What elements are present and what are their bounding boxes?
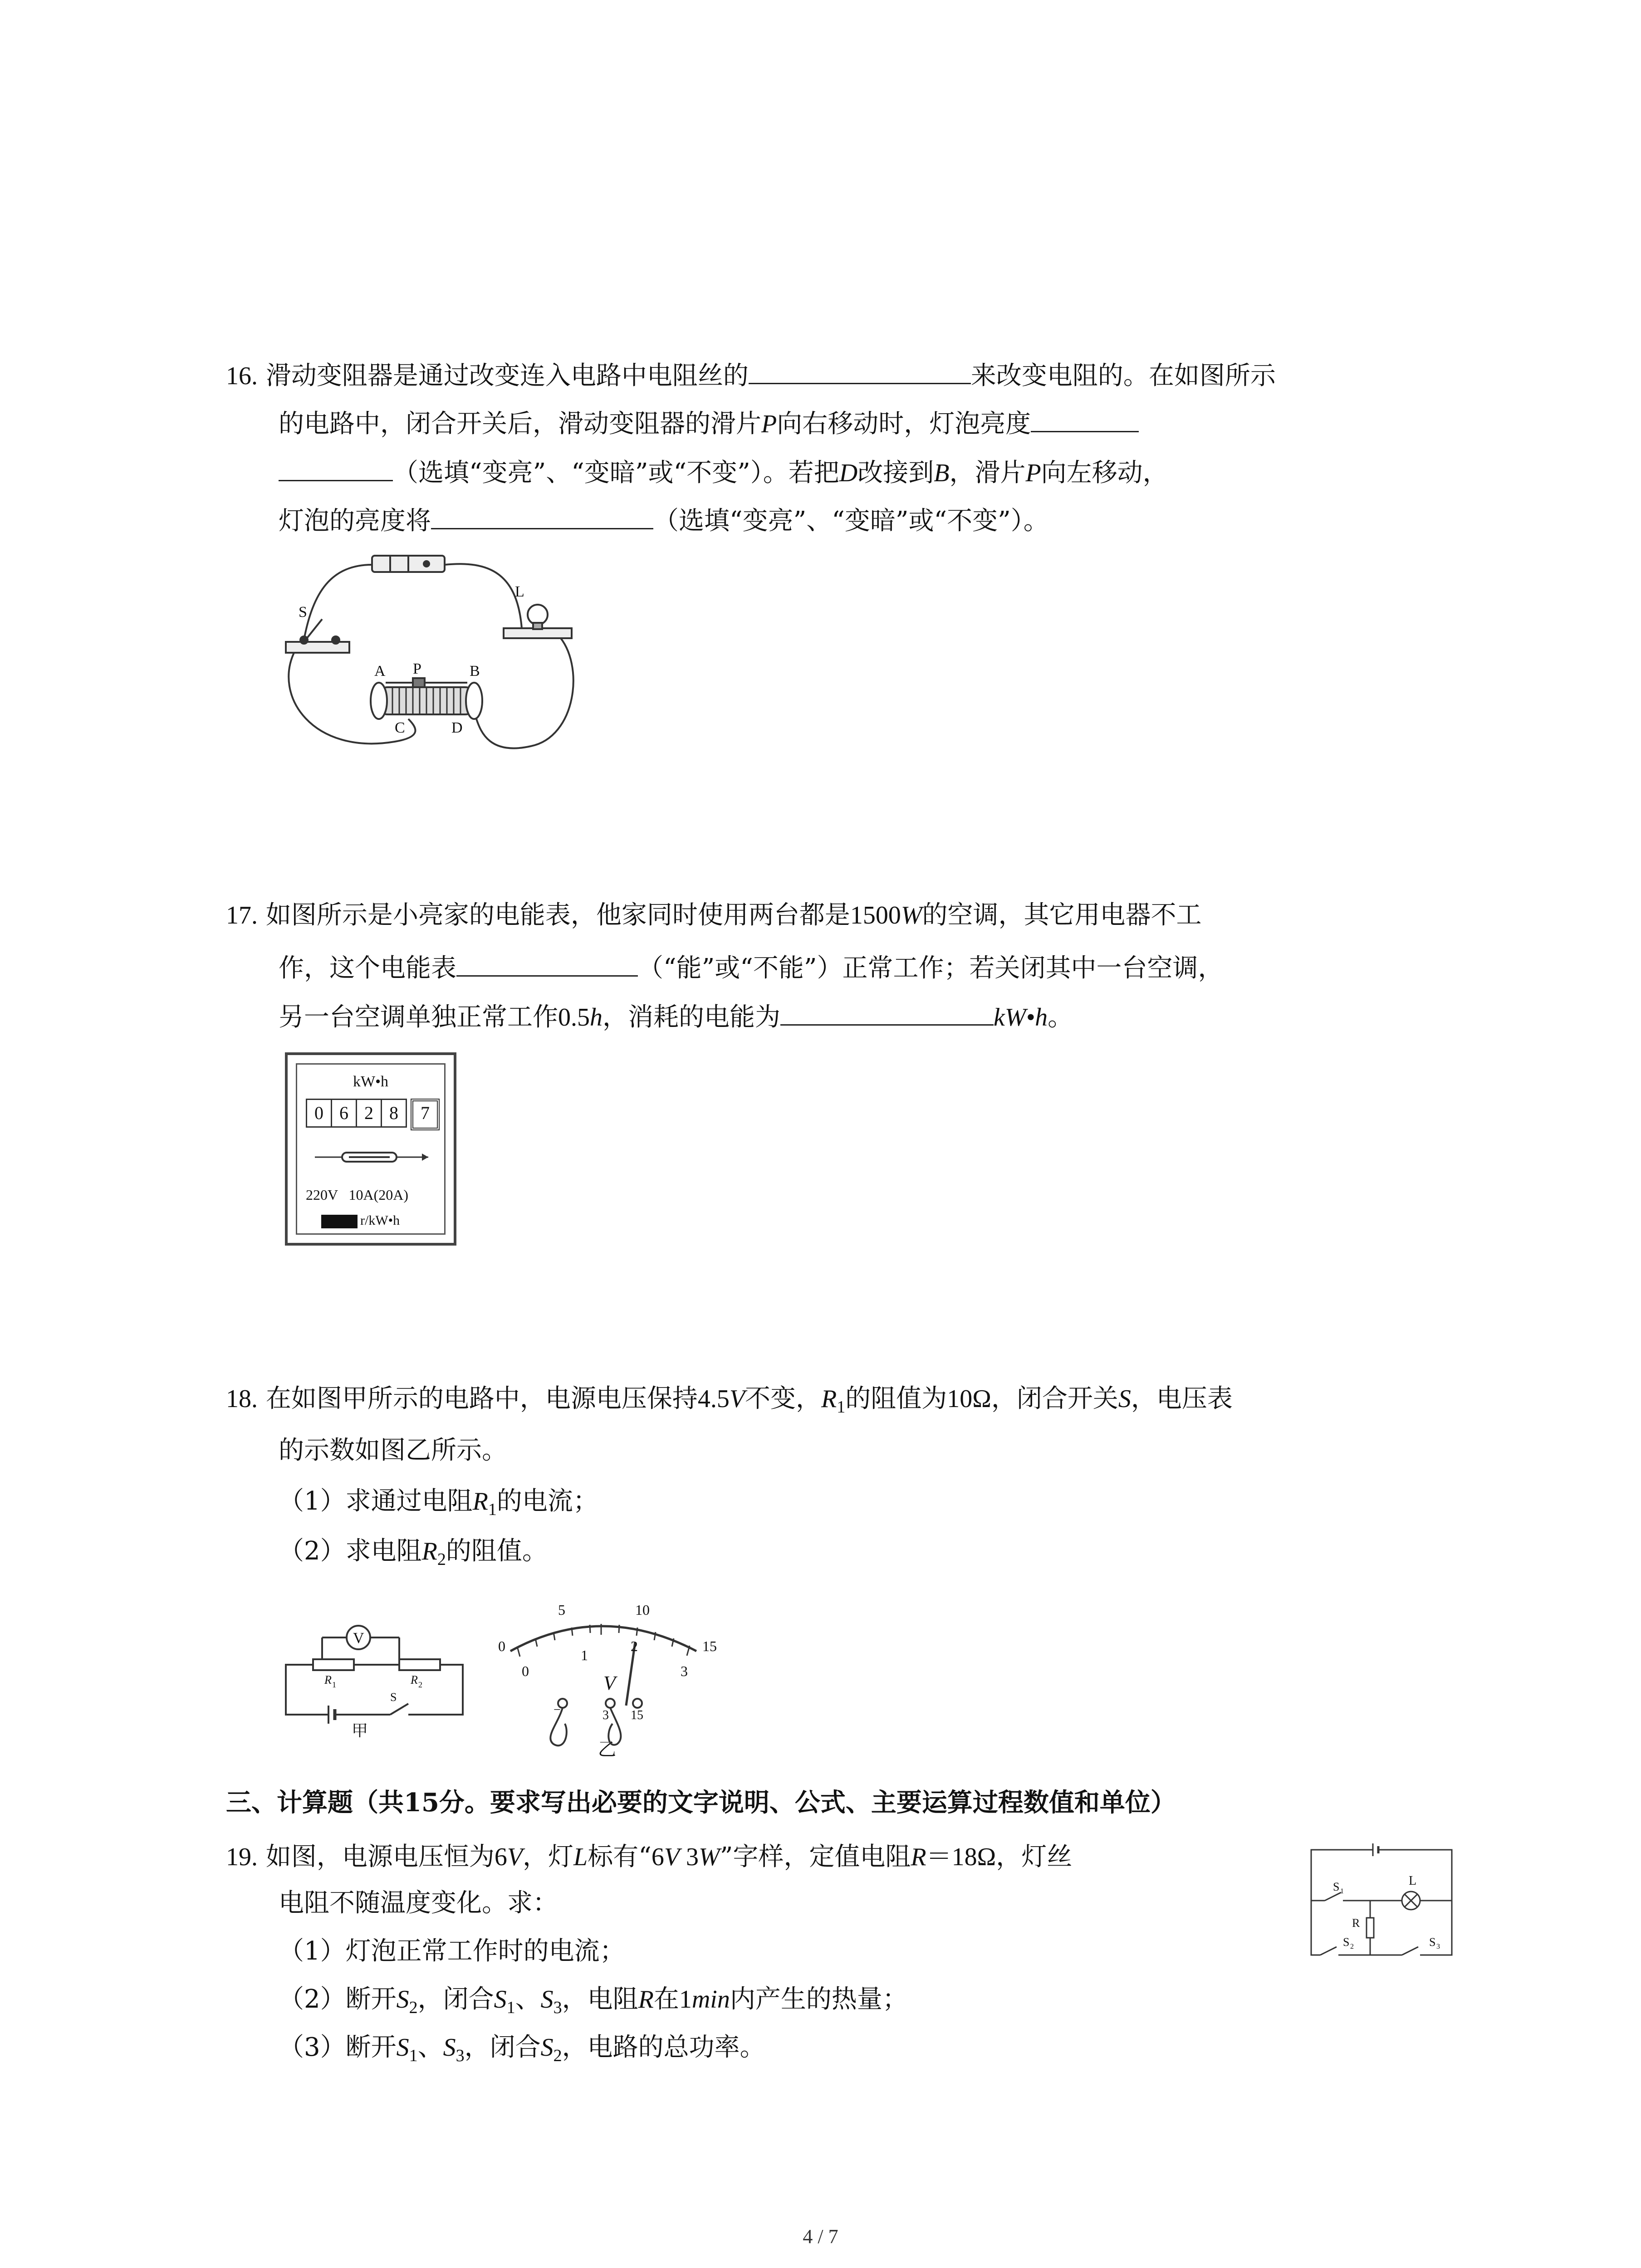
s3-label: S xyxy=(1429,1936,1436,1949)
answer-blank[interactable] xyxy=(456,952,638,977)
meter-digit: 0 xyxy=(306,1099,332,1128)
q18-line2: 的示数如图乙所示。 xyxy=(279,1436,507,1465)
label-d: D xyxy=(451,719,463,736)
label-l: L xyxy=(515,583,524,600)
q19-sub1: （1）灯泡正常工作时的电流； xyxy=(279,1936,625,1966)
section-3-heading: 三、计算题（共15分。要求写出必要的文字说明、公式、主要运算过程数值和单位） xyxy=(226,1788,1176,1818)
q18-sub2: （2）求电阻$R_2$的阻值。 xyxy=(279,1536,548,1569)
switch-label: S xyxy=(390,1691,397,1704)
dial-ticks xyxy=(517,1624,690,1657)
q19-sub2: （2）断开$S_2$，闭合$S_1$、$S_3$，电阻R在1min内产生的热量； xyxy=(279,1984,908,2017)
meter-rating: 220V 10A(20A) xyxy=(306,1187,409,1203)
s1-label: S xyxy=(1333,1880,1340,1893)
meter-rev-blackout xyxy=(321,1215,358,1228)
caption-jia: 甲 xyxy=(352,1722,368,1737)
meter-digit-decimal: 7 xyxy=(411,1099,440,1130)
question-number: 16. xyxy=(226,362,258,390)
bottom-scale-0: 0 xyxy=(522,1663,529,1679)
page-number: 4 / 7 xyxy=(803,2225,838,2248)
meter-unit: kW•h xyxy=(353,1073,388,1090)
r1-label: R xyxy=(324,1673,332,1686)
voltmeter-label: V xyxy=(353,1630,364,1647)
label-c: C xyxy=(395,719,405,736)
answer-blank[interactable] xyxy=(279,456,393,481)
q16-line2: 的电路中，闭合开关后，滑动变阻器的滑片P向右移动时，灯泡亮度 xyxy=(279,407,1139,438)
q19-sub3: （3）断开$S_1$、$S_3$，闭合$S_2$，电路的总功率。 xyxy=(279,2033,765,2065)
l-label: L xyxy=(1409,1874,1417,1888)
q18-line1: 18. 在如图甲所示的电路中，电源电压保持4.5V不变，$R_1$的阻值为10Ω，闭合开关S，电压表 xyxy=(226,1384,1233,1417)
meter-disc-icon xyxy=(315,1148,428,1166)
q16-line1: 16. 滑动变阻器是通过改变连入电路中电阻丝的 来改变电阻的。在如图所示 xyxy=(226,359,1276,390)
top-scale-15: 15 xyxy=(702,1638,717,1654)
bottom-scale-2: 2 xyxy=(631,1638,638,1654)
r1-sub: 1 xyxy=(332,1680,336,1689)
answer-blank[interactable] xyxy=(1031,407,1139,432)
q18-sub1: （1）求通过电阻$R_1$的电流； xyxy=(279,1486,598,1519)
q19-line2: 电阻不随温度变化。求： xyxy=(279,1888,558,1918)
q17-line1: 17. 如图所示是小亮家的电能表，他家同时使用两台都是1500W的空调，其它用电器不工 xyxy=(226,900,1202,930)
q17-line3: 另一台空调单独正常工作0.5h，消耗的电能为 kW•h。 xyxy=(279,1001,1073,1031)
answer-blank[interactable] xyxy=(749,359,971,384)
circuit-figure-jia xyxy=(277,1619,467,1737)
caption-yi: 乙 xyxy=(598,1739,616,1760)
s2-sub: 2 xyxy=(1350,1943,1354,1950)
q16-line4: 灯泡的亮度将 （选填“变亮”、“变暗”或“不变”）。 xyxy=(279,504,1049,535)
s2-label: S xyxy=(1343,1936,1350,1949)
q19-line1: 19. 如图，电源电压恒为6V，灯L标有“6V 3W”字样，定值电阻R＝18Ω，灯丝 xyxy=(226,1842,1073,1872)
r2-sub: 2 xyxy=(418,1680,422,1689)
top-scale-5: 5 xyxy=(558,1602,565,1618)
bottom-scale-3: 3 xyxy=(681,1663,688,1679)
label-s: S xyxy=(299,604,307,621)
meter-rev-unit: r/kW•h xyxy=(360,1213,400,1228)
voltmeter-dial-figure-yi xyxy=(490,1588,726,1760)
circuit-figure-q19 xyxy=(1298,1842,1461,1964)
meter-digit: 8 xyxy=(382,1099,407,1128)
s1-sub: 1 xyxy=(1340,1887,1344,1895)
q16-line3: （选填“变亮”、“变暗”或“不变”）。若把D改接到B，滑片P向左移动， xyxy=(279,456,1168,487)
r-label: R xyxy=(1352,1916,1360,1930)
meter-digit: 6 xyxy=(332,1099,357,1128)
question-number: 17. xyxy=(226,901,258,929)
question-number: 19. xyxy=(226,1843,258,1871)
meter-digits xyxy=(306,1099,440,1130)
s3-sub: 3 xyxy=(1436,1943,1440,1950)
top-scale-10: 10 xyxy=(635,1602,650,1618)
q17-line2: 作，这个电能表 （“能”或“不能”）正常工作；若关闭其中一台空调， xyxy=(279,952,1224,982)
answer-blank[interactable] xyxy=(780,1001,994,1026)
label-p: P xyxy=(413,660,421,677)
label-b: B xyxy=(470,663,480,679)
rheostat-circuit-figure xyxy=(277,547,585,760)
bottom-scale-1: 1 xyxy=(581,1647,588,1663)
question-number: 18. xyxy=(226,1385,258,1413)
top-scale-0: 0 xyxy=(498,1638,505,1654)
terminal-15: 15 xyxy=(631,1708,643,1722)
label-a: A xyxy=(374,663,386,679)
r2-label: R xyxy=(411,1673,418,1686)
answer-blank[interactable] xyxy=(431,504,653,529)
energy-meter-figure xyxy=(285,1052,456,1246)
meter-digit: 2 xyxy=(357,1099,382,1128)
terminal-3: 3 xyxy=(603,1708,609,1722)
dial-v-label: V xyxy=(603,1672,616,1694)
terminal-minus: − xyxy=(554,1703,561,1717)
